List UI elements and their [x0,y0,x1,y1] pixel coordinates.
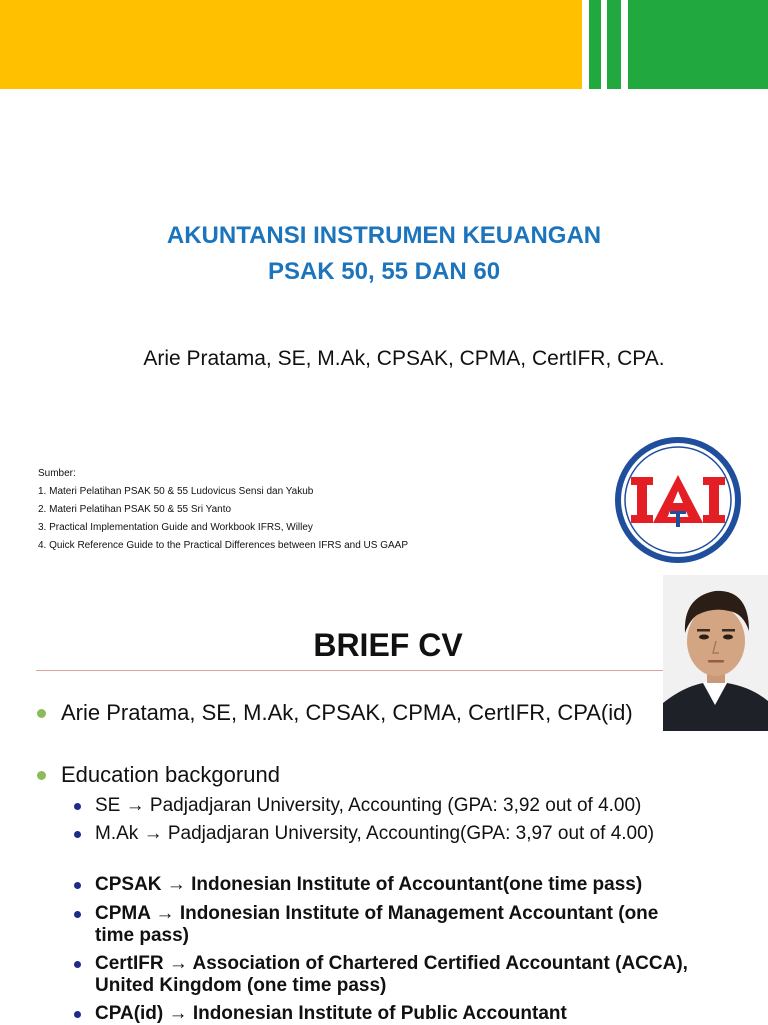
bullet-dot-icon [74,911,81,918]
cert-detail: Association of Chartered Certified Accountant (ACCA), United Kingdom (one time pass) [95,953,688,996]
bullet-dot-icon [37,709,46,718]
header-green-stripe [589,0,601,89]
degree-detail: Padjadjaran University, Accounting (GPA: 3,92 out of 4.00) [149,795,642,816]
sources-list [38,465,408,555]
arrow-right-icon: → [143,823,163,844]
sources-label: Sumber: [38,468,76,479]
arrow-right-icon: → [155,903,175,924]
bullet-dot-icon [37,771,46,780]
cert-detail: Indonesian Institute of Management Accountant (one time pass) [95,903,659,946]
bullet-dot-icon [74,1011,81,1018]
degree-label: SE [95,795,121,816]
cert-label: CPA(id) [95,1003,164,1024]
bullet-dot-icon [74,882,81,889]
degree-label: M.Ak [95,823,139,844]
arrow-right-icon: → [168,1003,188,1024]
source-item: 3. Practical Implementation Guide and Workbook IFRS, Willey [38,522,313,533]
slide-title-line-1: AKUNTANSI INSTRUMEN KEUANGAN [166,222,602,249]
bullet-dot-icon [74,961,81,968]
source-item: 4. Quick Reference Guide to the Practical Differences between IFRS and US GAAP [38,540,408,551]
header-green-block [628,0,768,89]
cert-label: CPSAK [95,874,162,895]
source-item: 1. Materi Pelatihan PSAK 50 & 55 Ludovicus Sensi dan Yakub [38,486,314,497]
header-yellow-band [0,0,582,89]
bullet-dot-icon [74,803,81,810]
cert-label: CertIFR [95,953,164,974]
cert-detail: Indonesian Institute of Public Accountant [192,1003,567,1024]
cv-divider [36,670,664,671]
arrow-right-icon: → [166,874,186,895]
cert-detail: Indonesian Institute of Accountant(one time pass) [191,874,643,895]
cert-label: CPMA [95,903,151,924]
header-green-stripe [607,0,621,89]
author-photo [663,575,768,731]
bullet-dot-icon [74,831,81,838]
education-heading: Education backgorund [61,762,280,787]
iai-logo [613,435,743,565]
cv-name-line: Arie Pratama, SE, M.Ak, CPSAK, CPMA, CertIFR, CPA(id) [61,700,633,725]
author-line: Arie Pratama, SE, M.Ak, CPSAK, CPMA, CertIFR, CPA. [143,347,665,370]
cv-title: BRIEF CV [313,627,463,663]
slide-title-line-2: PSAK 50, 55 DAN 60 [267,258,501,285]
arrow-right-icon: → [125,795,145,816]
degree-detail: Padjadjaran University, Accounting(GPA: 3,97 out of 4.00) [167,823,655,844]
arrow-right-icon: → [168,953,188,974]
source-item: 2. Materi Pelatihan PSAK 50 & 55 Sri Yanto [38,504,232,515]
